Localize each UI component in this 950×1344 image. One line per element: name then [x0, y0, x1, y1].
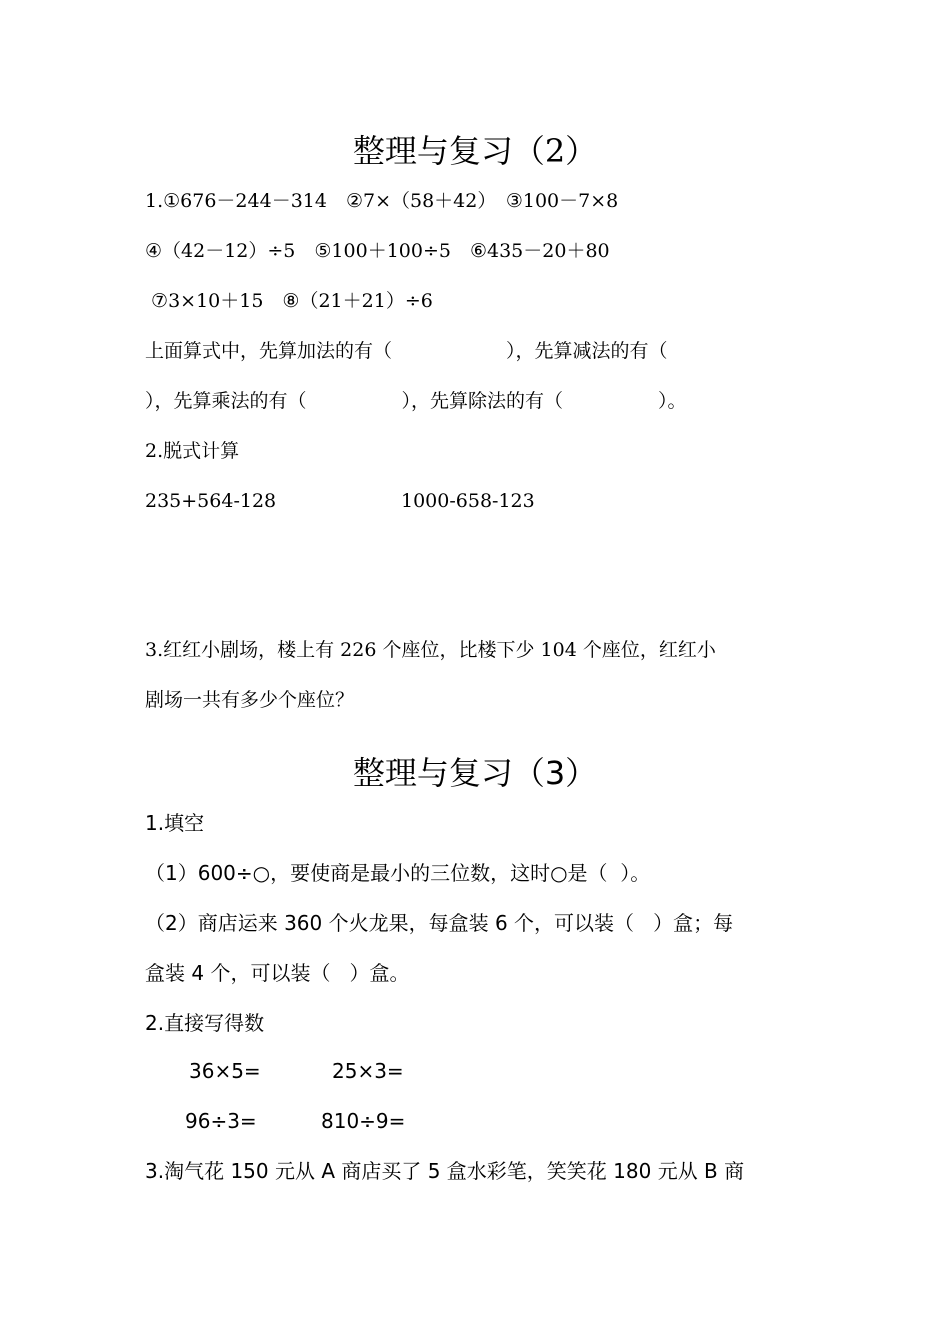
- section2-q1-fill-line1: 上面算式中，先算加法的有（ ），先算减法的有（: [145, 340, 668, 362]
- section2-q3-line2: 剧场一共有多少个座位？: [145, 689, 355, 711]
- section3-q2-d: 810÷9=: [321, 1109, 406, 1133]
- section2-q3-line1: 3.红红小剧场，楼上有 226 个座位，比楼下少 104 个座位，红红小: [145, 639, 716, 661]
- section3-q3-line1: 3.淘气花 150 元从 A 商店买了 5 盒水彩笔，笑笑花 180 元从 B 商: [145, 1159, 745, 1183]
- section2-q2-expr1: 235+564-128: [145, 490, 277, 512]
- section3-q2-b: 25×3=: [332, 1059, 404, 1083]
- section3-q2-heading: 2.直接写得数: [145, 1011, 265, 1035]
- section3-q1-item1: （1）600÷○，要使商是最小的三位数，这时○是（ ）。: [145, 861, 651, 885]
- section2-title: 整理与复习（2）: [352, 132, 598, 170]
- section3-q1-item2-line2: 盒装 4 个，可以装（ ）盒。: [145, 961, 410, 985]
- section3-title: 整理与复习（3）: [352, 754, 598, 792]
- section3-q2-c: 96÷3=: [185, 1109, 257, 1133]
- section2-q2-heading: 2.脱式计算: [145, 440, 240, 462]
- section2-q1-line3: ⑦3×10＋15 ⑧（21＋21）÷6: [145, 290, 433, 312]
- section2-q1-line1: 1.①676－244－314 ②7×（58＋42） ③100－7×8: [145, 190, 619, 212]
- section3-q1-item2-line1: （2）商店运来 360 个火龙果，每盒装 6 个，可以装（ ）盒；每: [145, 911, 734, 935]
- section3-q2-a: 36×5=: [189, 1059, 261, 1083]
- section2-q1-fill-line2: ），先算乘法的有（ ），先算除法的有（ ）。: [145, 390, 687, 412]
- section2-q2-expr2: 1000-658-123: [401, 490, 535, 512]
- section3-q1-heading: 1.填空: [145, 811, 205, 835]
- section2-q1-line2: ④（42－12）÷5 ⑤100＋100÷5 ⑥435－20＋80: [145, 240, 610, 262]
